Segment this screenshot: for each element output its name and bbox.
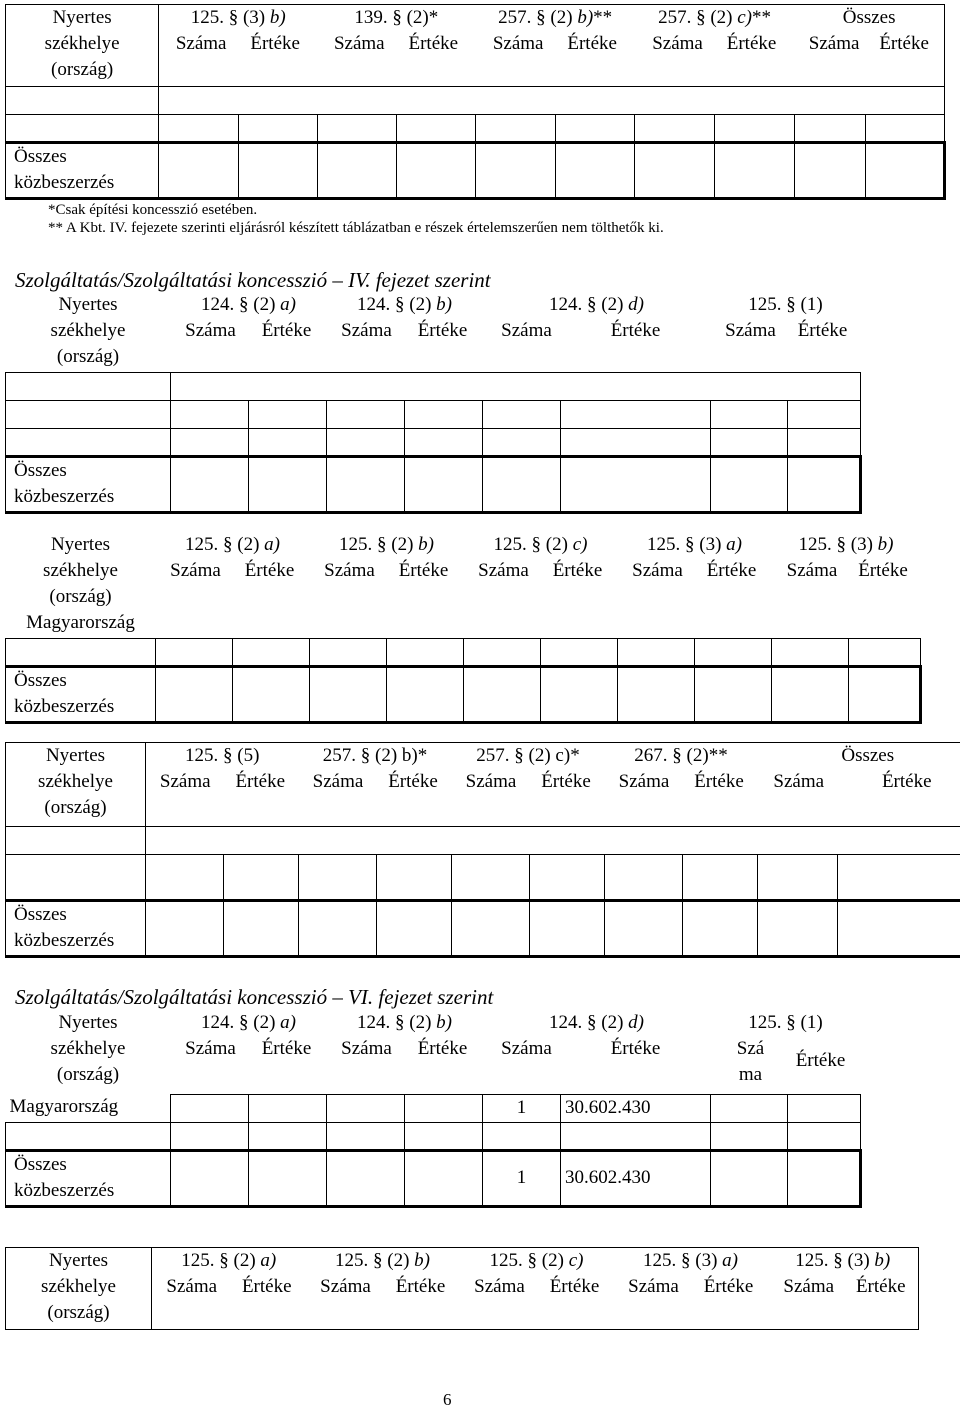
- col-header-4: 267. § (2)** Száma Értéke: [605, 743, 758, 827]
- col-header-3: 257. § (2) b)** Száma Értéke: [475, 5, 634, 87]
- table-5: [5, 1010, 862, 1208]
- col-header-1: 125. § (2) a) Száma Értéke: [156, 532, 310, 638]
- table-6: [5, 1247, 919, 1330]
- col-header-1: 125. § (3) b) Száma Értéke: [159, 5, 317, 87]
- col-header-total: Összes Száma Értéke: [758, 743, 960, 827]
- table-4: [5, 742, 960, 958]
- row-count: 1: [483, 1094, 561, 1122]
- col-header-total: Összes Száma Értéke: [794, 5, 944, 87]
- col-header-1: 125. § (5) Száma Értéke: [146, 743, 299, 827]
- footnote-1: *Csak építési koncesszió esetében.: [48, 202, 257, 219]
- col-header-1: 124. § (2) a) Száma Értéke: [171, 1010, 327, 1094]
- col-header-2: 125. § (2) b) Száma Értéke: [306, 1248, 460, 1330]
- row-country: Magyarország: [6, 1094, 171, 1122]
- col-header-3: 124. § (2) d) Száma Értéke: [483, 292, 711, 372]
- section-iv-title: Szolgáltatás/Szolgáltatási koncesszió – IV. fejezet szerint: [15, 268, 491, 293]
- col-header-2: 124. § (2) b) Száma Értéke: [327, 292, 483, 372]
- total-label: Összes közbeszerzés: [6, 901, 146, 957]
- winner-seat-header: Nyertes székhelye (ország): [6, 292, 171, 372]
- total-label: Összes közbeszerzés: [6, 143, 159, 199]
- total-value: 30.602.430: [561, 1150, 711, 1206]
- footnote-2: ** A Kbt. IV. fejezete szerinti eljárásról készített táblázatban e részek értelemszerűen nem tölthetők ki.: [48, 220, 664, 237]
- col-header-3: 124. § (2) d) Száma Értéke: [483, 1010, 711, 1094]
- col-header-2: 139. § (2)* Száma Értéke: [317, 5, 475, 87]
- winner-seat-header: Nyertes székhelye (ország) Magyarország: [6, 532, 156, 638]
- winner-seat-header: Nyertes székhelye (ország): [6, 5, 159, 87]
- row-value: 30.602.430: [561, 1094, 711, 1122]
- col-header-4: 125. § (3) a) Száma Értéke: [614, 1248, 768, 1330]
- table-2: [5, 292, 862, 514]
- total-count: 1: [483, 1150, 561, 1206]
- col-header-3: 125. § (2) c) Száma Értéke: [460, 1248, 614, 1330]
- total-label: Összes közbeszerzés: [6, 666, 156, 722]
- col-header-4: 125. § (3) a) Száma Értéke: [618, 532, 772, 638]
- page-number: 6: [443, 1390, 452, 1410]
- section-vi-title: Szolgáltatás/Szolgáltatási koncesszió – VI. fejezet szerint: [15, 985, 493, 1010]
- col-header-4: 125. § (1) Száma Értéke: [711, 292, 861, 372]
- total-label: Összes közbeszerzés: [6, 456, 171, 512]
- col-header-1: 124. § (2) a) Száma Értéke: [171, 292, 327, 372]
- col-header-4: 125. § (1) Szá maÉrtéke: [711, 1010, 861, 1094]
- col-header-5: 125. § (3) b) Száma Értéke: [768, 1248, 919, 1330]
- col-header-3: 257. § (2) c)* Száma Értéke: [452, 743, 605, 827]
- winner-seat-header: Nyertes székhelye (ország): [6, 1010, 171, 1094]
- col-header-5: 125. § (3) b) Száma Értéke: [772, 532, 921, 638]
- total-label: Összes közbeszerzés: [6, 1150, 171, 1206]
- col-header-2: 257. § (2) b)* Száma Értéke: [299, 743, 452, 827]
- row-country: Magyarország: [26, 612, 135, 633]
- col-header-2: 125. § (2) b) Száma Értéke: [310, 532, 464, 638]
- table-1: [5, 4, 946, 200]
- table-3: [5, 532, 922, 724]
- col-header-1: 125. § (2) a) Száma Értéke: [152, 1248, 306, 1330]
- col-header-3: 125. § (2) c) Száma Értéke: [464, 532, 618, 638]
- col-header-2: 124. § (2) b) Száma Értéke: [327, 1010, 483, 1094]
- winner-seat-header: Nyertes székhelye (ország): [6, 743, 146, 827]
- col-header-4: 257. § (2) c)** Száma Értéke: [635, 5, 794, 87]
- winner-seat-header: Nyertes székhelye (ország): [6, 1248, 152, 1330]
